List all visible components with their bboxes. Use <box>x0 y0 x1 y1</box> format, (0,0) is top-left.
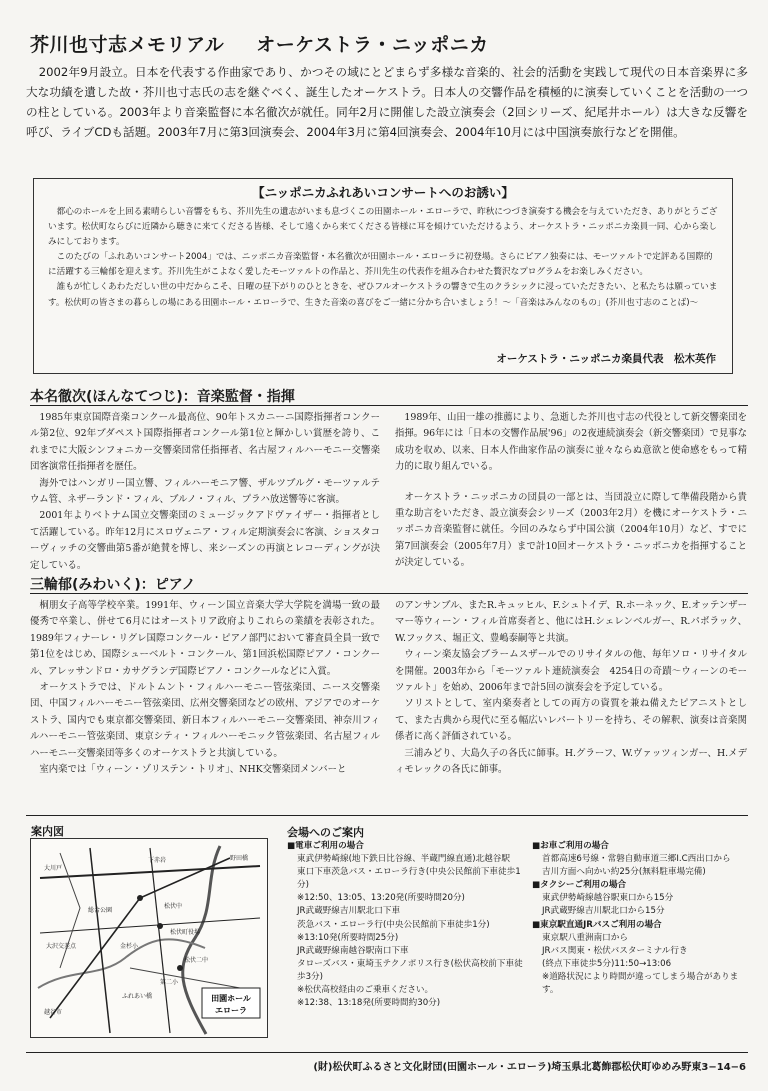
place-marker <box>177 965 183 971</box>
access-line: 東京駅八重洲南口から <box>542 932 628 943</box>
venue-map <box>30 838 268 1038</box>
access-line: (終点下車徒歩5分)11:50→13:06 <box>542 958 672 969</box>
place-marker <box>157 923 163 929</box>
invitation-paragraph: このたびの「ふれあいコンサート2004」では、ニッポニカ音楽監督・本名徹次が田園ホール・エローラに初登場。さらにピアノ独奏には、モーツァルトで定評ある国際的に活躍する三輪郁を迎えます。芥川先生がこよなく愛したモーツァルトの作品と、芥川先生の代表作を組み合わせた贅沢なプログラムをお楽しみください。 <box>48 252 713 278</box>
bio-paragraph: 1989年、山田一雄の推薦により、急逝した芥川也寸志の代役として新交響楽団を指揮。96年には「日本の交響作品展'96」の2夜連続演奏会（新交響楽団）で見事な成功を収め、以来、日本人作曲家作品の演奏に並々ならぬ意欲と使命感をもって精力的に取り組んでいる。 <box>395 412 748 473</box>
taxi-heading: ■タクシーご利用の場合 <box>532 880 627 891</box>
section-divider <box>30 405 748 406</box>
car-heading: ■お車ご利用の場合 <box>532 841 609 851</box>
access-line: ※12:50、13:05、13:20発(所要時間20分) <box>297 893 465 904</box>
bio-paragraph: オーケストラ・ニッポニカの団員の一部とは、当団設立に際して準備段階から貴重な助言をいただき、設立演奏会シリーズ（2003年2月）を機にオーケストラ・ニッポニカ音楽監督に就任。今回のみならず中国公演（2004年10月）など、すでに第7回演奏会（2005年7月）まで計10回オーケストラ・ニッポニカを指揮することが決定している。 <box>395 491 747 569</box>
bio-paragraph: ウィーン楽友協会ブラームスザールでのリサイタルの他、毎年ソロ・リサイタルを開催。2003年から「モーツァルト連続演奏会 4254日の奇蹟〜ウィーンのモーツァルト」を始め、2006年まで計5回の演奏会を予定している。 <box>395 649 747 694</box>
invitation-paragraph: 誰もが忙しくあわただしい世の中だからこそ、日曜の昼下がりのひとときを、ぜひフルオーケストラの響きで生のクラシックに浸っていただきたい、と私たちは願っています。松伏町の皆さまの暮らしの場にある田園ホール・エローラで、生きた音楽の喜びをご一緒に分かち合いましょう！〜「音楽はみんなのもの」(芥川也寸志のことば)〜 <box>48 282 718 308</box>
map-place-label: 下赤岩 <box>148 857 167 864</box>
honna-right-column <box>395 410 747 572</box>
bio-paragraph: ソリストとして、室内楽奏者としての両方の資質を兼ね備えたピアニストとして、また古典から現代に至る幅広いレパートリーを持ち、その解釈、演奏は音楽関係者に高く評価されている。 <box>395 698 747 743</box>
intro-paragraph: 2002年9月設立。日本を代表する作曲家であり、かつその域にとどまらず多様な音楽的、社会的活動を実践して現代の日本音楽界に多大な功績を遺した故・芥川也寸志氏の志を継ぐべく、誕生したオーケストラ。日本人の交響作品を積極的に演奏していくことを活動の一つの柱としている。2003年より音楽監督に本名徹次が就任。同年2月に開催した設立演奏会（2回シリーズ、紀尾井ホール）は大きな反響を呼び、ライブCDも話題。2003年7月に第3回演奏会、2004年3月に第4回演奏会、2004年10月には中国演奏旅行などを開催。 <box>26 65 748 139</box>
bus-heading: ■東京駅直通JRバスご利用の場合 <box>532 919 662 930</box>
map-place-label: ふれあい橋 <box>122 993 153 1000</box>
section-divider <box>30 593 748 594</box>
map-place-label: 越谷市 <box>44 1009 63 1016</box>
invitation-box <box>33 178 733 374</box>
access-line: 東口下車茨急バス・エローラ行き(中央公民館前下車徒歩1分) <box>297 867 521 891</box>
invitation-paragraph: 都心のホールを上回る素晴らしい音響をもち、芥川先生の遺志がいまも息づくこの田園ホール・エローラで、昨秋につづき演奏する機会を与えていただき、ありがとうございます。松伏町ならびに近隣から聴きに来てくださる皆様、そして遠くから来てくださる皆様に耳を傾けていただけるよう、オーケストラ・ニッポニカ楽員一同、心から楽しみにしております。 <box>48 207 718 248</box>
map-place-label: 大沢交差点 <box>46 943 77 950</box>
invitation-signature: オーケストラ・ニッポニカ楽員代表 松木英作 <box>496 353 716 365</box>
bio-paragraph: 1985年東京国際音楽コンクール最高位、90年トスカニーニ国際指揮者コンクール第2位、92年ブダペスト国際指揮者コンクール第1位と輝かしい賞歴を誇り、これまでに大阪シンフォニカー交響楽団常任指揮者、名古屋フィルハーモニー交響楽団客演常任指揮者を歴任。 <box>30 412 380 473</box>
page-title <box>30 30 750 57</box>
bio-paragraph: 桐朋女子高等学校卒業。1991年、ウィーン国立音楽大学大学院を満場一致の最優秀で卒業し、併せて6月にはオーストリア政府よりこれらの業績を表彰された。1989年フィナーレ・リグレ国際コンクール・ピアノ部門において審査員全員一致で第1位をはじめ、国際シューベルト・コンクール、第1回浜松国際ピアノ・コンクール、アレッサンドロ・カサグランデ国際ピアノ・コンクールなどに入賞。 <box>30 600 380 677</box>
invitation-title: 【ニッポニカふれあいコンサートへのお誘い】 <box>252 185 514 200</box>
access-line: JR武蔵野線吉川駅北口から15分 <box>542 906 665 917</box>
bio-paragraph: 室内楽では「ウィーン・ゾリステン・トリオ」、NHK交響楽団メンバーと <box>39 764 347 776</box>
access-line: ※12:38、13:18発(所要時間約30分) <box>297 998 441 1009</box>
access-line: タローズバス・東埼玉テクノポリス行き(松伏高校前下車徒歩3分) <box>297 958 523 982</box>
map-label: 案内図 <box>31 825 64 838</box>
bio-paragraph: 2001年よりベトナム国立交響楽団のミュージックアドヴァイザー・指揮者として活躍している。昨年12月にスロヴェニア・フィル定期演奏会に客演、ショスタコーヴィッチの交響曲第5番が絶賛を博し、来シーズンの再演とレコーディングが決定している。 <box>30 510 380 571</box>
bio-paragraph: 三浦みどり、大島久子の各氏に師事。H.グラーフ、W.ヴァッツィンガー、H.メディモレックの各氏に師事。 <box>395 747 747 776</box>
access-line: JR武蔵野線南越谷駅南口下車 <box>297 945 409 956</box>
footer-address: (財)松伏町ふるさと文化財団(田園ホール・エローラ)埼玉県北葛飾郡松伏町ゆめみ野東3−14−6 <box>313 1062 746 1073</box>
access-line: JR武蔵野線吉川駅北口下車 <box>297 906 401 917</box>
honna-heading: 本名徹次(ほんなてつじ)：音楽監督・指揮 <box>30 389 295 405</box>
access-line: 東武伊勢崎線(地下鉄日比谷線、半蔵門線直通)北越谷駅 <box>297 854 510 865</box>
map-place-label: 野田橋 <box>230 855 249 862</box>
train-heading: ■電車ご利用の場合 <box>287 841 364 851</box>
hall-label-line: エローラ <box>215 1006 247 1015</box>
access-line: ※松伏高校経由のご乗車ください。 <box>297 985 434 996</box>
other-access-info <box>532 840 746 997</box>
access-line: JRバス関東・松伏バスターミナル行き <box>542 945 688 956</box>
access-line: 吉川方面へ向かい約25分(無料駐車場完備) <box>542 867 706 878</box>
map-place-label: 大川戸 <box>44 865 63 872</box>
map-place-label: 松伏中 <box>164 903 183 910</box>
invitation-body <box>48 205 720 311</box>
title-main: 芥川也寸志メモリアル <box>30 34 225 56</box>
bio-paragraph: オーケストラでは、ドルトムント・フィルハーモニー管弦楽団、ニース交響楽団、中国フィルハーモニー管弦楽団、広州交響楽団などの欧州、アジアでのオーケストラ、国内でも東京都交響楽団、新日本フィルハーモニー交響楽団、神奈川フィルハーモニー管弦楽団、東京シティ・フィルハーモニック管弦楽団、名古屋フィルハーモニー交響楽団等多くのオーケストラと共演している。 <box>30 682 380 759</box>
miwa-left-column <box>30 598 380 778</box>
access-title: 会場へのご案内 <box>287 826 364 839</box>
access-line: 首都高速6号線・常磐自動車道三郷I.C西出口から <box>542 854 731 865</box>
access-line: 東武伊勢崎線越谷駅東口から15分 <box>542 893 674 904</box>
train-info <box>287 840 527 1010</box>
miwa-heading: 三輪郁(みわいく)：ピアノ <box>30 577 196 593</box>
map-place-label: 第二小 <box>160 979 179 986</box>
map-place-label: 金杉小 <box>120 943 139 950</box>
honna-left-column <box>30 410 380 574</box>
map-place-label: 総合公園 <box>88 907 113 914</box>
place-marker <box>137 895 143 901</box>
access-line: ※13:10発(所要時間25分) <box>297 932 399 943</box>
miwa-right-column <box>395 598 747 778</box>
bio-paragraph: のアンサンブル、またR.キュッヒル、F.シュトイデ、R.ホーネック、E.オッテンザーマー等ウィーン・フィル首席奏者と、他にはH.シェレンベルガー、R.パボラック、W.フックス、堀正文、豊嶋泰嗣等と共演。 <box>395 600 747 644</box>
title-sub: オーケストラ・ニッポニカ <box>256 34 489 56</box>
access-line: 茨急バス・エローラ行(中央公民館前下車徒歩1分) <box>297 919 490 930</box>
map-place-label: 松伏二中 <box>184 957 209 964</box>
access-line: ※道路状況により時間が違ってしまう場合があります。 <box>542 971 739 996</box>
bio-paragraph: 海外ではハンガリー国立響、フィルハーモニア響、ザルツブルグ・モーツァルテウム管、ネザーランド・フィル、ブルノ・フィル、プラハ放送響等に客演。 <box>30 477 380 506</box>
hall-label-line: 田園ホール <box>211 994 251 1003</box>
map-place-label: 松伏町役場 <box>170 929 201 936</box>
